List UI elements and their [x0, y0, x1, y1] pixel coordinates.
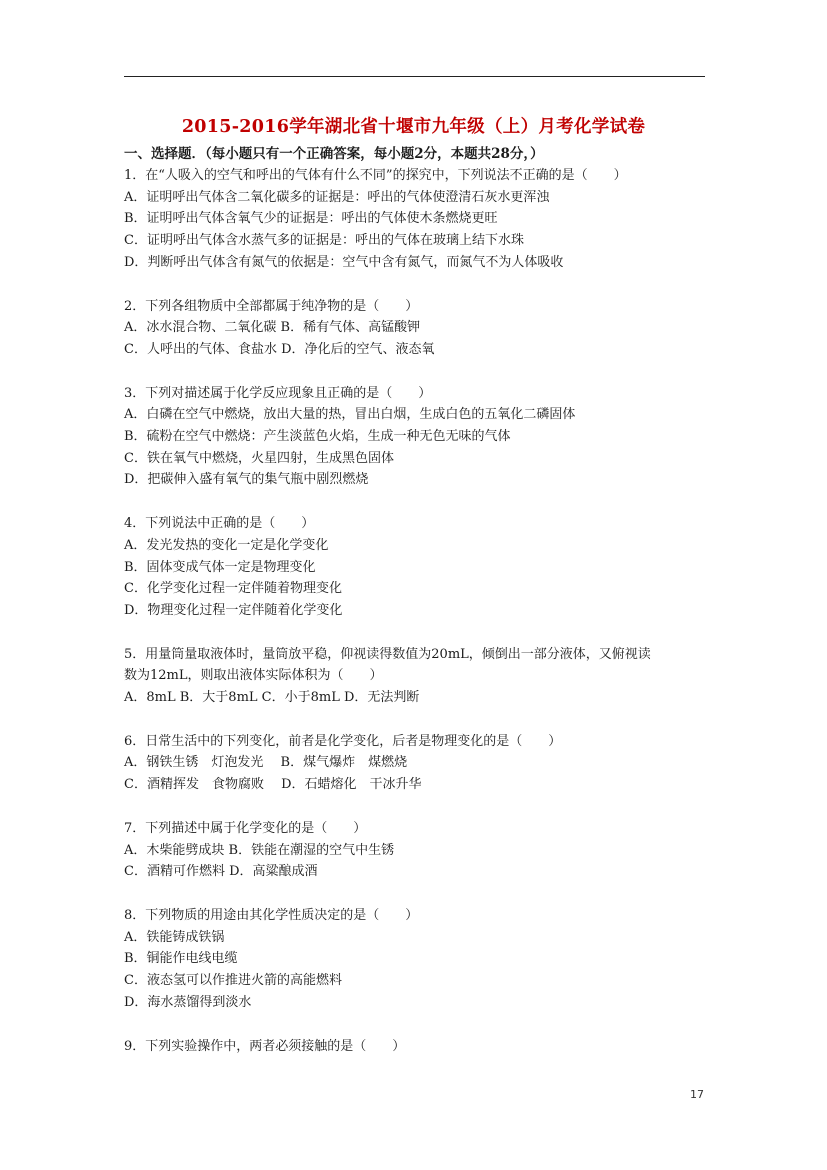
- question-9: [124, 1036, 714, 1058]
- question-2: [124, 296, 714, 361]
- answer-option: C．化学变化过程一定伴随着物理变化: [124, 581, 342, 597]
- answer-option: D．把碳伸入盛有氧气的集气瓶中剧烈燃烧: [124, 472, 369, 488]
- header-rule: [124, 76, 705, 77]
- answer-option: A．钢铁生锈 灯泡发光 B．煤气爆炸 煤燃烧: [124, 755, 408, 771]
- answer-option: A．白磷在空气中燃烧，放出大量的热，冒出白烟，生成白色的五氧化二磷固体: [124, 407, 576, 423]
- answer-option: A．铁能铸成铁锅: [124, 929, 225, 945]
- question-stem: 2．下列各组物质中全部都属于纯净物的是（ ）: [124, 298, 419, 314]
- answer-option: C．证明呼出气体含水蒸气多的证据是：呼出的气体在玻璃上结下水珠: [124, 233, 524, 249]
- page-number: 17: [690, 1088, 704, 1101]
- section-heading: 一、选择题．（每小题只有一个正确答案，每小题2分，本题共28分，）: [124, 146, 544, 162]
- exam-content: [124, 143, 714, 1079]
- answer-option: A．木柴能劈成块 B．铁能在潮湿的空气中生锈: [124, 842, 395, 858]
- answer-option: C．液态氢可以作推进火箭的高能燃料: [124, 973, 342, 989]
- question-6: [124, 731, 714, 796]
- question-7: [124, 818, 714, 883]
- question-stem: 4．下列说法中正确的是（ ）: [124, 516, 315, 532]
- answer-option: C．酒精可作燃料 D．高粱酿成酒: [124, 864, 318, 880]
- question-stem: 9．下列实验操作中，两者必须接触的是（ ）: [124, 1038, 406, 1054]
- answer-option: D．海水蒸馏得到淡水: [124, 994, 252, 1010]
- answer-option: 数为12mL，则取出液体实际体积为（ ）: [124, 668, 383, 684]
- answer-option: C．人呼出的气体、食盐水 D．净化后的空气、液态氧: [124, 341, 435, 357]
- answer-option: B．固体变成气体一定是物理变化: [124, 559, 316, 575]
- question-list: [124, 165, 714, 1057]
- question-1: [124, 165, 714, 274]
- answer-option: B．证明呼出气体含氧气少的证据是：呼出的气体使木条燃烧更旺: [124, 211, 498, 227]
- question-stem: 8．下列物质的用途由其化学性质决定的是（ ）: [124, 907, 419, 923]
- question-stem: 3．下列对描述属于化学反应现象且正确的是（ ）: [124, 385, 432, 401]
- answer-option: C．铁在氧气中燃烧，火星四射，生成黑色固体: [124, 450, 394, 466]
- answer-option: D．物理变化过程一定伴随着化学变化: [124, 602, 343, 618]
- question-3: [124, 383, 714, 492]
- answer-option: B．硫粉在空气中燃烧：产生淡蓝色火焰，生成一种无色无味的气体: [124, 429, 511, 445]
- question-stem: 6．日常生活中的下列变化，前者是化学变化，后者是物理变化的是（ ）: [124, 733, 562, 749]
- question-8: [124, 905, 714, 1014]
- answer-option: A．8mL B．大于8mL C．小于8mL D．无法判断: [124, 690, 420, 706]
- question-stem: 7．下列描述中属于化学变化的是（ ）: [124, 820, 367, 836]
- question-4: [124, 513, 714, 622]
- answer-option: C．酒精挥发 食物腐败 D．石蜡熔化 干冰升华: [124, 777, 422, 793]
- question-5: [124, 644, 714, 709]
- answer-option: B．铜能作电线电缆: [124, 951, 238, 967]
- answer-option: A．发光发热的变化一定是化学变化: [124, 537, 329, 553]
- question-stem: 1．在“人吸入的空气和呼出的气体有什么不同”的探究中，下列说法不正确的是（ ）: [124, 168, 627, 183]
- answer-option: A．冰水混合物、二氧化碳 B．稀有气体、高锰酸钾: [124, 320, 421, 336]
- answer-option: A．证明呼出气体含二氧化碳多的证据是：呼出的气体使澄清石灰水更浑浊: [124, 189, 550, 205]
- question-stem: 5．用量筒量取液体时，量筒放平稳，仰视读得数值为20mL，倾倒出一部分液体，又俯视读: [124, 646, 651, 662]
- page-title: 2015-2016学年湖北省十堰市九年级（上）月考化学试卷: [181, 117, 646, 137]
- answer-option: D．判断呼出气体含有氮气的依据是：空气中含有氮气，而氮气不为人体吸收: [124, 254, 564, 270]
